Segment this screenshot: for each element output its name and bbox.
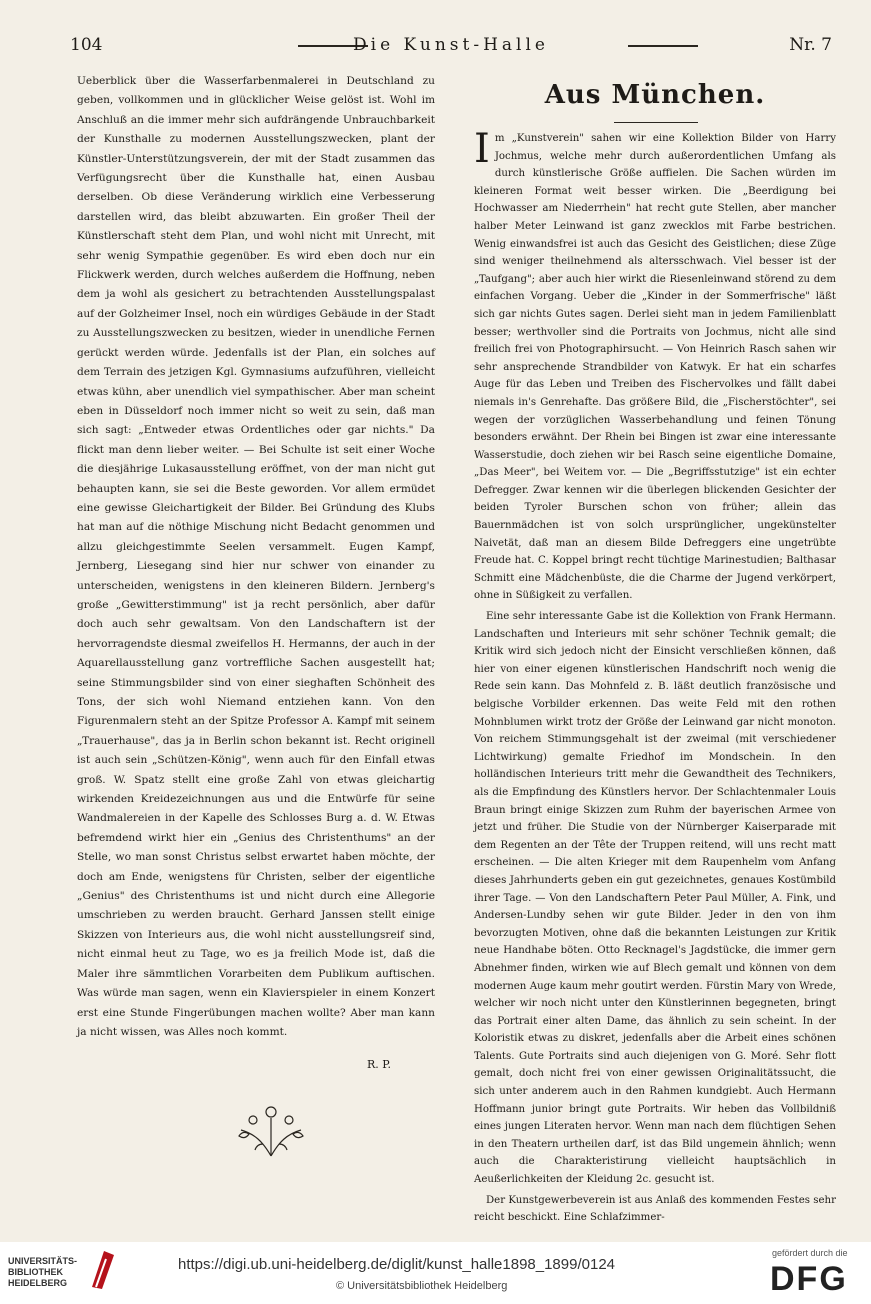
left-column <box>77 72 435 1045</box>
right-paragraph: Eine sehr interessante Gabe ist die Kollektion von Frank Hermann. Landschaften und Interieurs mit sehr schöner Technik gemalt; die Kritik wird sich jedoch nicht der Einsicht verschließen können, daß hier von einer eigenen künstlerischen Handschrift noch wenig die Rede sein kann. Das Mohnfeld z. B. läßt deutlich französische und belgische Vorbilder erkennen. Das weite Feld mit den rothen Mohnblumen wirkt trotz der Größe der Leinwand gar nicht monoton. Von reichem Stimmungsgehalt ist der zweimal (mit verschiedener Lichtwirkung) gemalte Friedhof im Mondschein. In den holländischen Interieurs tritt mehr die Gewandtheit des Technikers, als die Empfindung des Künstlers hervor. Der Schlachtenmaler Louis Braun bringt einige Skizzen zum Ruhm der bayerischen Armee von jetzt und früher. Die Studie von der Nürnberger Kaiserparade mit dem Regenten an der Tête der Truppen reitend, will uns recht matt erscheinen. — Die alten Krieger mit dem Raupenhelm vom Anfang dieses Jahrhunderts geben ein gut gezeichnetes, genaues Kostümbild ihrer Tage. — Von den Landschaftern Peter Paul Müller, A. Fink, und Andersen-Lundby sehen wir gute Bilder. Jeder in den von ihm bevorzugten Motiven, ohne daß die bekannten Leistungen zur Kritik neue Handhabe böten. Otto Recknagel's Jagdstücke, die immer gern Abnehmer finden, wirken wie auf Blech gemalt und können von dem modernen Auge kaum mehr goutirt werden. Fürstin Mary von Wrede, welcher wir noch nicht unter den Künstlerinnen begegneten, bringt das Portrait einer alten Dame, das ähnlich zu sein scheint. In der Koloristik etwas zu diskret, jedenfalls aber die Arbeit eines schönen Talents. Gute Portraits sind auch diejenigen von G. Moré. Sehr flott gemalt, doch nicht frei von einer gewissen Originalitätssucht, die sich unter anderem auch in den Rahmen kundgiebt. Auch Hermann Hoffmann junior bringt gute Portraits. Wir heben das Vollbildniß eines jungen Literaten hervor. Wenn man nach dem flüchtigen Sehen in den Theatern urtheilen darf, ist das Bild ungemein ähnlich; wenn auch die Charakteristirung vielleicht hauptsächlich in Aeußerlichkeiten der Kleidung 2c. gesucht ist. <box>474 611 836 1186</box>
permalink-url[interactable]: https://digi.ub.uni-heidelberg.de/diglit/kunst_halle1898_1899/0124 <box>178 1256 615 1273</box>
drop-cap: I <box>474 126 490 172</box>
floral-ornament-icon <box>233 1098 309 1162</box>
right-paragraph-text: m „Kunstverein" sahen wir eine Kollektion Bilder von Harry Jochmus, welche mehr durch außerordentlichen Umfang als durch künstlerische Größe auffielen. Die Sachen würden im kleineren Format weit besser wirken. Die „Beerdigung bei Hochwasser am Niederrhein" hat recht gute Stellen, aber mancher halber Meter Leinwand ist ganz zwecklos mit Farbe bestrichen. Wenig einwandsfrei ist auch das Gesicht des Geistlichen; diese Züge sind weniger theilnehmend als altersschwach. Viel besser ist der „Taufgang"; aber auch hier wirkt die Riesenleinwand störend zu dem einfachen Vorgang. Ueber die „Kinder in der Sommerfrische" läßt sich gar nichts Gutes sagen. Derlei sieht man in jedem Familienblatt besser; werthvoller sind die Portraits von Jochmus, nicht alle sind freilich frei von Photographirsucht. — Von Heinrich Rasch sahen wir sehr ansprechende Strandbilder von Katwyk. Er hat ein scharfes Auge für das Leben und Treiben des Fischervolkes und fällt dabei niemals in's Genrehafte. Das größere Bild, die „Fischerstöchter", sei wegen der vorzüglichen Wasserbehandlung und feinen Tönung besonders erwähnt. Der Rhein bei Bingen ist zwar eine interessante Wasserstudie, doch ziehen wir bei Rasch seine eigentliche Domaine, „Das Meer", bei Weitem vor. — Die „Begriffsstutzige" ist ein echter Defregger. Zwar kennen wir die überlegen blickenden Gesichter der beiden Tyroler Burschen schon von früher; allein das Bauernmädchen ist von solch ursprünglicher, ungekünstelter Naivetät, daß man an diesem Bilde Defreggers eine ungetrübte Freude hat. C. Koppel bringt recht tüchtige Marinestudien; Balthasar Schmitt eine Mädchenbüste, die die Charme der Jugend verkörpert, ohne in Süßigkeit zu verfallen. <box>474 133 836 602</box>
left-paragraph: Ueberblick über die Wasserfarbenmalerei in Deutschland zu geben, vollkommen und in glücklicher Weise gelöst ist. Wohl im Anschluß an die immer mehr sich aufdrängende Unbrauchbarkeit der Kunsthalle zu modernen Ausstellungszwecken, plant der Künstler-Unterstützungsverein, der mit der Stadt zusammen das Verfügungsrecht über die Kunsthalle hat, einen Ausbau derselben. Ob diese Veränderung wirklich eine Verbesserung darstellen wird, das bleibt abzuwarten. Ein großer Theil der Künstlerschaft steht dem Plan, und wohl nicht mit Unrecht, mit sehr wenig Sympathie gegenüber. Es wird eben doch nur ein Flickwerk werden, durch welches außerdem die Hoffnung, neben dem ja wohl als gesichert zu betrachtenden Ausstellungspalast auf der Golzheimer Insel, noch ein würdiges Gebäude in der Stadt zu Ausstellungszwecken zu besitzen, wieder in unendliche Fernen gerückt werden würde. Jedenfalls ist der Plan, ein solches auf dem Terrain des jetzigen Kgl. Gymnasiums aufzuführen, vielleicht etwas kühn, aber unendlich viel sympathischer. Aber man scheint eben in Düsseldorf noch immer nicht so weit zu sein, daß man sich sagt: „Entweder etwas Ordentliches oder gar nichts." Da flickt man denn lieber weiter. — Bei Schulte ist seit einer Woche die diesjährige Lukasausstellung eröffnet, von der man nicht gut behaupten kann, sie sei die Beste geworden. Vor allem ermüdet eine gewisse Gleichartigkeit der Bilder. Bei Gründung des Klubs hat man auf die nöthige Mischung nicht Bedacht genommen und allzu gleichgestimmte Seelen versammelt. Eugen Kampf, Jernberg, Liesegang sind hier nur schwer von einander zu unterscheiden, wenigstens in den kleineren Bildern. Jernberg's große „Gewitterstimmung" ist ja recht persönlich, aber dafür doch auch sehr gewaltsam. Von den Landschaftern ist der hervorragendste diesmal zweifellos H. Hermanns, der auch in der Aquarellausstellung ganz vortreffliche Sachen ausgestellt hat; seine Stimmungsbilder sind von einer sieghaften Schönheit des Tons, der sich wohl Niemand entziehen kann. Von den Figurenmalern steht an der Spitze Professor A. Kampf mit seinem „Trauerhause", das ja in Berlin schon bekannt ist. Recht originell ist auch sein „Schützen-König", wenn auch für den Einfall etwas groß. W. Spatz stellt eine große Zahl von etwas gleichartig wirkenden Kreidezeichnungen aus und die Entwürfe für seine Wandmalereien in der Kapelle des Schlosses Burg a. d. W. Etwas befremdend wirkt hier ein „Genius des Christenthums" an der Stelle, wo man sonst Christus selbst erwartet haben möchte, der doch am Ende, wenigstens für Christen, selber der eigentliche „Genius" des Christenthums ist und nicht durch eine Allegorie umschrieben zu werden braucht. Gerhard Janssen stellt einige Skizzen von Interieurs aus, die wohl nicht ausstellungsreif sind, nicht einmal heut zu Tage, wo es ja freilich Mode ist, daß die Maler ihre sämmtlichen Vorarbeiten dem Publikum auftischen. Was würde man sagen, wenn ein Klavierspieler in einem Konzert erst eine Stunde Fingerübungen machen wollte? Aber man kann ja nicht wissen, was Alles noch kommt. <box>77 75 435 1038</box>
copyright-notice: © Universitätsbibliothek Heidelberg <box>336 1280 508 1292</box>
author-signature: R. P. <box>367 1058 391 1071</box>
page-number: 104 <box>70 35 103 55</box>
article-title: Aus München. <box>544 80 766 110</box>
right-column <box>474 126 836 1230</box>
right-paragraph: Der Kunstgewerbeverein ist aus Anlaß des kommenden Festes sehr reicht beschickt. Eine Schlafzimmer- <box>474 1194 836 1224</box>
title-rule <box>614 122 698 123</box>
viewer-footer <box>0 1242 871 1304</box>
running-title: Die Kunst-Halle <box>353 35 549 55</box>
funder-caption: gefördert durch die <box>772 1248 848 1258</box>
issue-number: Nr. 7 <box>789 35 832 55</box>
heidelberg-library-logo-icon[interactable] <box>88 1247 118 1291</box>
page-header <box>70 35 832 59</box>
dfg-logo[interactable]: DFG <box>770 1260 848 1298</box>
right-paragraph <box>474 126 836 605</box>
library-name[interactable]: UNIVERSITÄTS-BIBLIOTHEK HEIDELBERG <box>8 1256 78 1288</box>
header-rule-right <box>628 45 698 47</box>
